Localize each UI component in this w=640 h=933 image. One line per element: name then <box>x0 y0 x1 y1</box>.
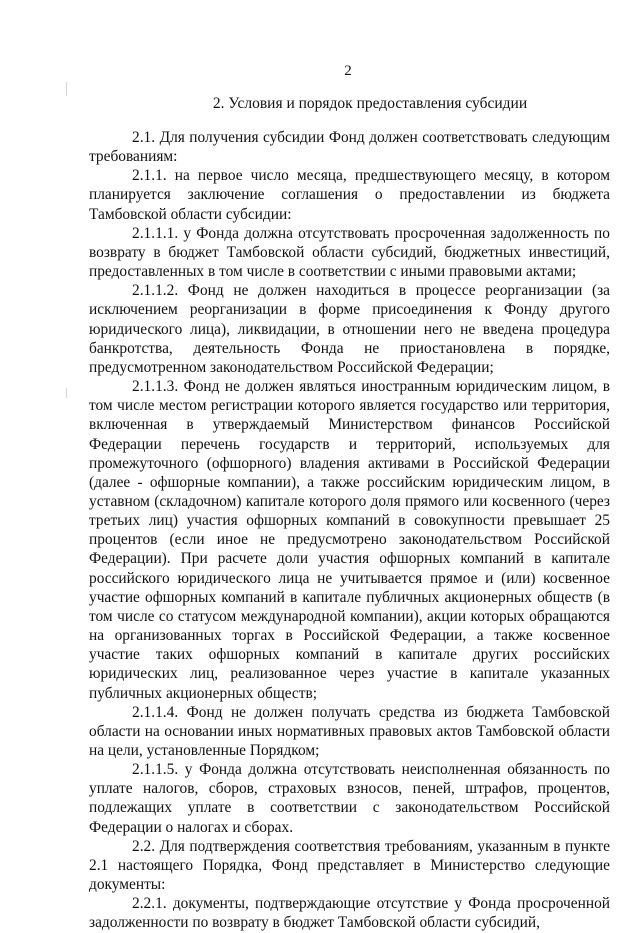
page-number: 2 <box>344 63 352 79</box>
paragraph-2-1-1: 2.1.1. на первое число месяца, предшествующего месяцу, в котором планируется заключение соглашения о предоставлении из бюджета Тамбовской области субсидии: <box>89 167 610 223</box>
document-body <box>89 128 610 933</box>
paragraph-2-2-1: 2.2.1. документы, подтверждающие отсутствие у Фонда просроченной задолженности по возврату в бюджет Тамбовской области субсидий, <box>89 895 610 932</box>
paragraph-2-1-1-2: 2.1.1.2. Фонд не должен находиться в процессе реорганизации (за исключением реорганизации в форме присоединения к Фонду другого юридического лица), ликвидации, в отношении него не введена процедура банкротства, деятельность Фонда не приостановлена в порядке, предусмотренном законодательством Российской Федерации; <box>89 282 610 376</box>
section-heading: 2. Условия и порядок предоставления субсидии <box>212 95 528 112</box>
paragraph-2-1-1-4: 2.1.1.4. Фонд не должен получать средства из бюджета Тамбовской области на основании иных нормативных правовых актов Тамбовской области на цели, установленные Порядком; <box>89 703 610 759</box>
paragraph-2-1: 2.1. Для получения субсидии Фонд должен соответствовать следующим требованиям: <box>89 129 610 166</box>
paragraph-2-1-1-5: 2.1.1.5. у Фонда должна отсутствовать неисполненная обязанность по уплате налогов, сборов, страховых взносов, пеней, штрафов, процентов, подлежащих уплате в соответствии с законодательством Российской Федерации о налогах и сборах. <box>89 761 610 836</box>
paragraph-2-2: 2.2. Для подтверждения соответствия требованиям, указанным в пункте 2.1 настоящего Порядка, Фонд представляет в Министерство следующие документы: <box>89 837 610 894</box>
margin-scan-mark <box>66 82 67 96</box>
paragraph-2-1-1-3: 2.1.1.3. Фонд не должен являться иностранным юридическим лицом, в том числе местом регистрации которого является государство или территория, включенная в утверждаемый Министерством финансов Российской Федерации перечень государств и территорий, используемых для промежуточного (офшорного) владения активами в Российской Федерации (далее - офшорные компании), а также российским юридическим лицом, в уставном (складочном) капитале которого доля прямого или косвенного (через третьих лиц) участия офшорных компаний в совокупности превышает 25 процентов (если иное не предусмотрено законодательством Российской Федерации). При расчете доли участия офшорных компаний в капитале российского юридического лица не учитывается прямое и (или) косвенное участие офшорных компаний в капитале публичных акционерных обществ (в том числе со статусом международной компании), акции которых обращаются на организованных торгах в Российской Федерации, а также косвенное участие таких офшорных компаний в капитале других российских юридических лиц, реализованное через участие в капитале указанных публичных акционерных обществ; <box>89 378 610 702</box>
paragraph-2-1-1-1: 2.1.1.1. у Фонда должна отсутствовать просроченная задолженность по возврату в бюджет Тамбовской области субсидий, бюджетных инвестиций, предоставленных в том числе в соответствии с иными правовыми актами; <box>89 224 610 281</box>
margin-scan-mark <box>66 388 67 398</box>
